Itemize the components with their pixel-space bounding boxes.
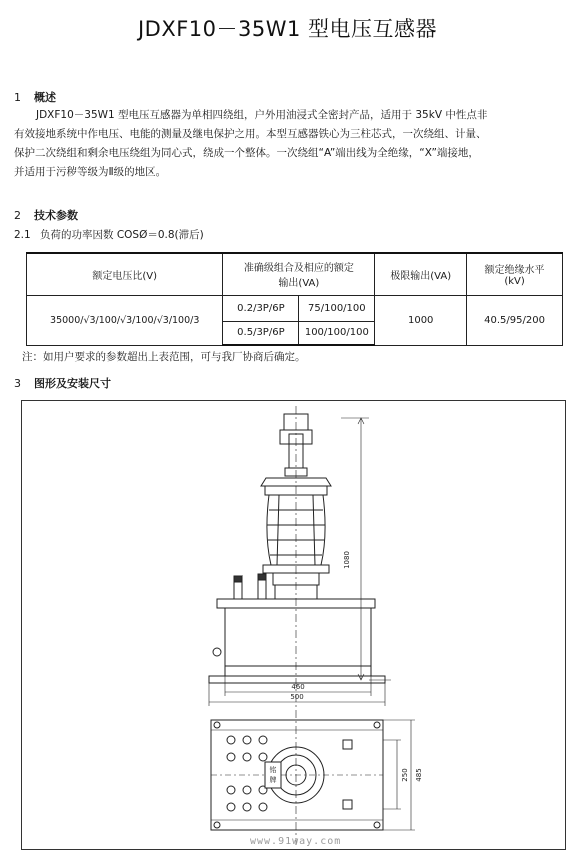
nameplate-label: 铭牌 — [269, 766, 277, 784]
section-drawing-heading — [14, 375, 111, 391]
overview-line: 并适用于污秽等级为Ⅱ级的地区。 — [14, 166, 167, 178]
dim-outer-width-label: 500 — [290, 693, 304, 701]
header-accuracy — [223, 253, 375, 295]
header-accuracy-line1: 准确级组合及相应的额定 — [243, 263, 354, 275]
dim-depth1-label: 250 — [401, 768, 409, 782]
section-number: 1 — [14, 91, 21, 104]
header-insulation-line2: (kV) — [504, 276, 525, 288]
tank-body — [209, 608, 385, 683]
subsection-power-factor — [14, 227, 204, 242]
width-dimensions — [209, 676, 385, 706]
cell-limit-value: 1000 — [375, 295, 467, 345]
dim-height-label: 1080 — [343, 551, 351, 569]
subsection-label: 负荷的功率因数 COSØ＝0.8(滞后) — [40, 229, 204, 241]
section-tech-heading — [14, 207, 78, 223]
table-note: 注：如用户要求的参数超出上表范围，可与我厂协商后确定。 — [22, 351, 306, 363]
height-dimension — [341, 418, 391, 680]
cell-insulation-value: 40.5/95/200 — [467, 295, 563, 345]
section-label: 图形及安装尺寸 — [34, 377, 111, 390]
header-insulation — [467, 253, 563, 295]
installation-drawing — [21, 400, 566, 850]
overview-line: 有效接地系统中作电压、电能的测量及继电保护之用。本型互感器铁心为三柱芯式，一次绕组、计量、 — [14, 128, 487, 140]
table-header-row — [27, 253, 563, 295]
cell-output: 100/100/100 — [299, 321, 375, 345]
depth-dimensions — [383, 720, 423, 830]
header-insulation-line1: 额定绝缘水平 — [484, 265, 545, 277]
cell-class: 0.5/3P/6P — [223, 321, 299, 345]
header-ratio: 额定电压比(V) — [27, 253, 223, 295]
watermark-text: www.91way.com — [250, 836, 342, 847]
plan-view — [211, 720, 383, 830]
subsection-number: 2.1 — [14, 229, 31, 241]
cell-class: 0.2/3P/6P — [223, 295, 299, 321]
cell-ratio-value: 35000/√3/100/√3/100/√3/100/3 — [27, 295, 223, 345]
spec-table — [26, 252, 563, 346]
header-accuracy-line2: 输出(VA) — [278, 278, 320, 290]
header-limit: 极限输出(VA) — [375, 253, 467, 295]
dim-inner-width-label: 460 — [291, 683, 305, 691]
cell-output: 75/100/100 — [299, 295, 375, 321]
overview-line: 保护二次绕组和剩余电压绕组为同心式，绕成一个整体。一次绕组“A”端出线为全绝缘，“X”端接地， — [14, 147, 479, 159]
table-row — [27, 295, 563, 321]
section-label: 概述 — [34, 91, 56, 104]
document-title: JDXF10－35W1 型电压互感器 — [137, 17, 438, 41]
section-overview-heading — [14, 89, 56, 105]
section-number: 2 — [14, 209, 21, 222]
dim-depth2-label: 485 — [415, 768, 423, 782]
section-number: 3 — [14, 377, 21, 390]
overview-line: JDXF10－35W1 型电压互感器为单相四绕组，户外用油浸式全密封产品，适用于 35kV 中性点非 — [36, 109, 488, 121]
overview-paragraph — [14, 106, 566, 182]
section-label: 技术参数 — [34, 209, 78, 222]
